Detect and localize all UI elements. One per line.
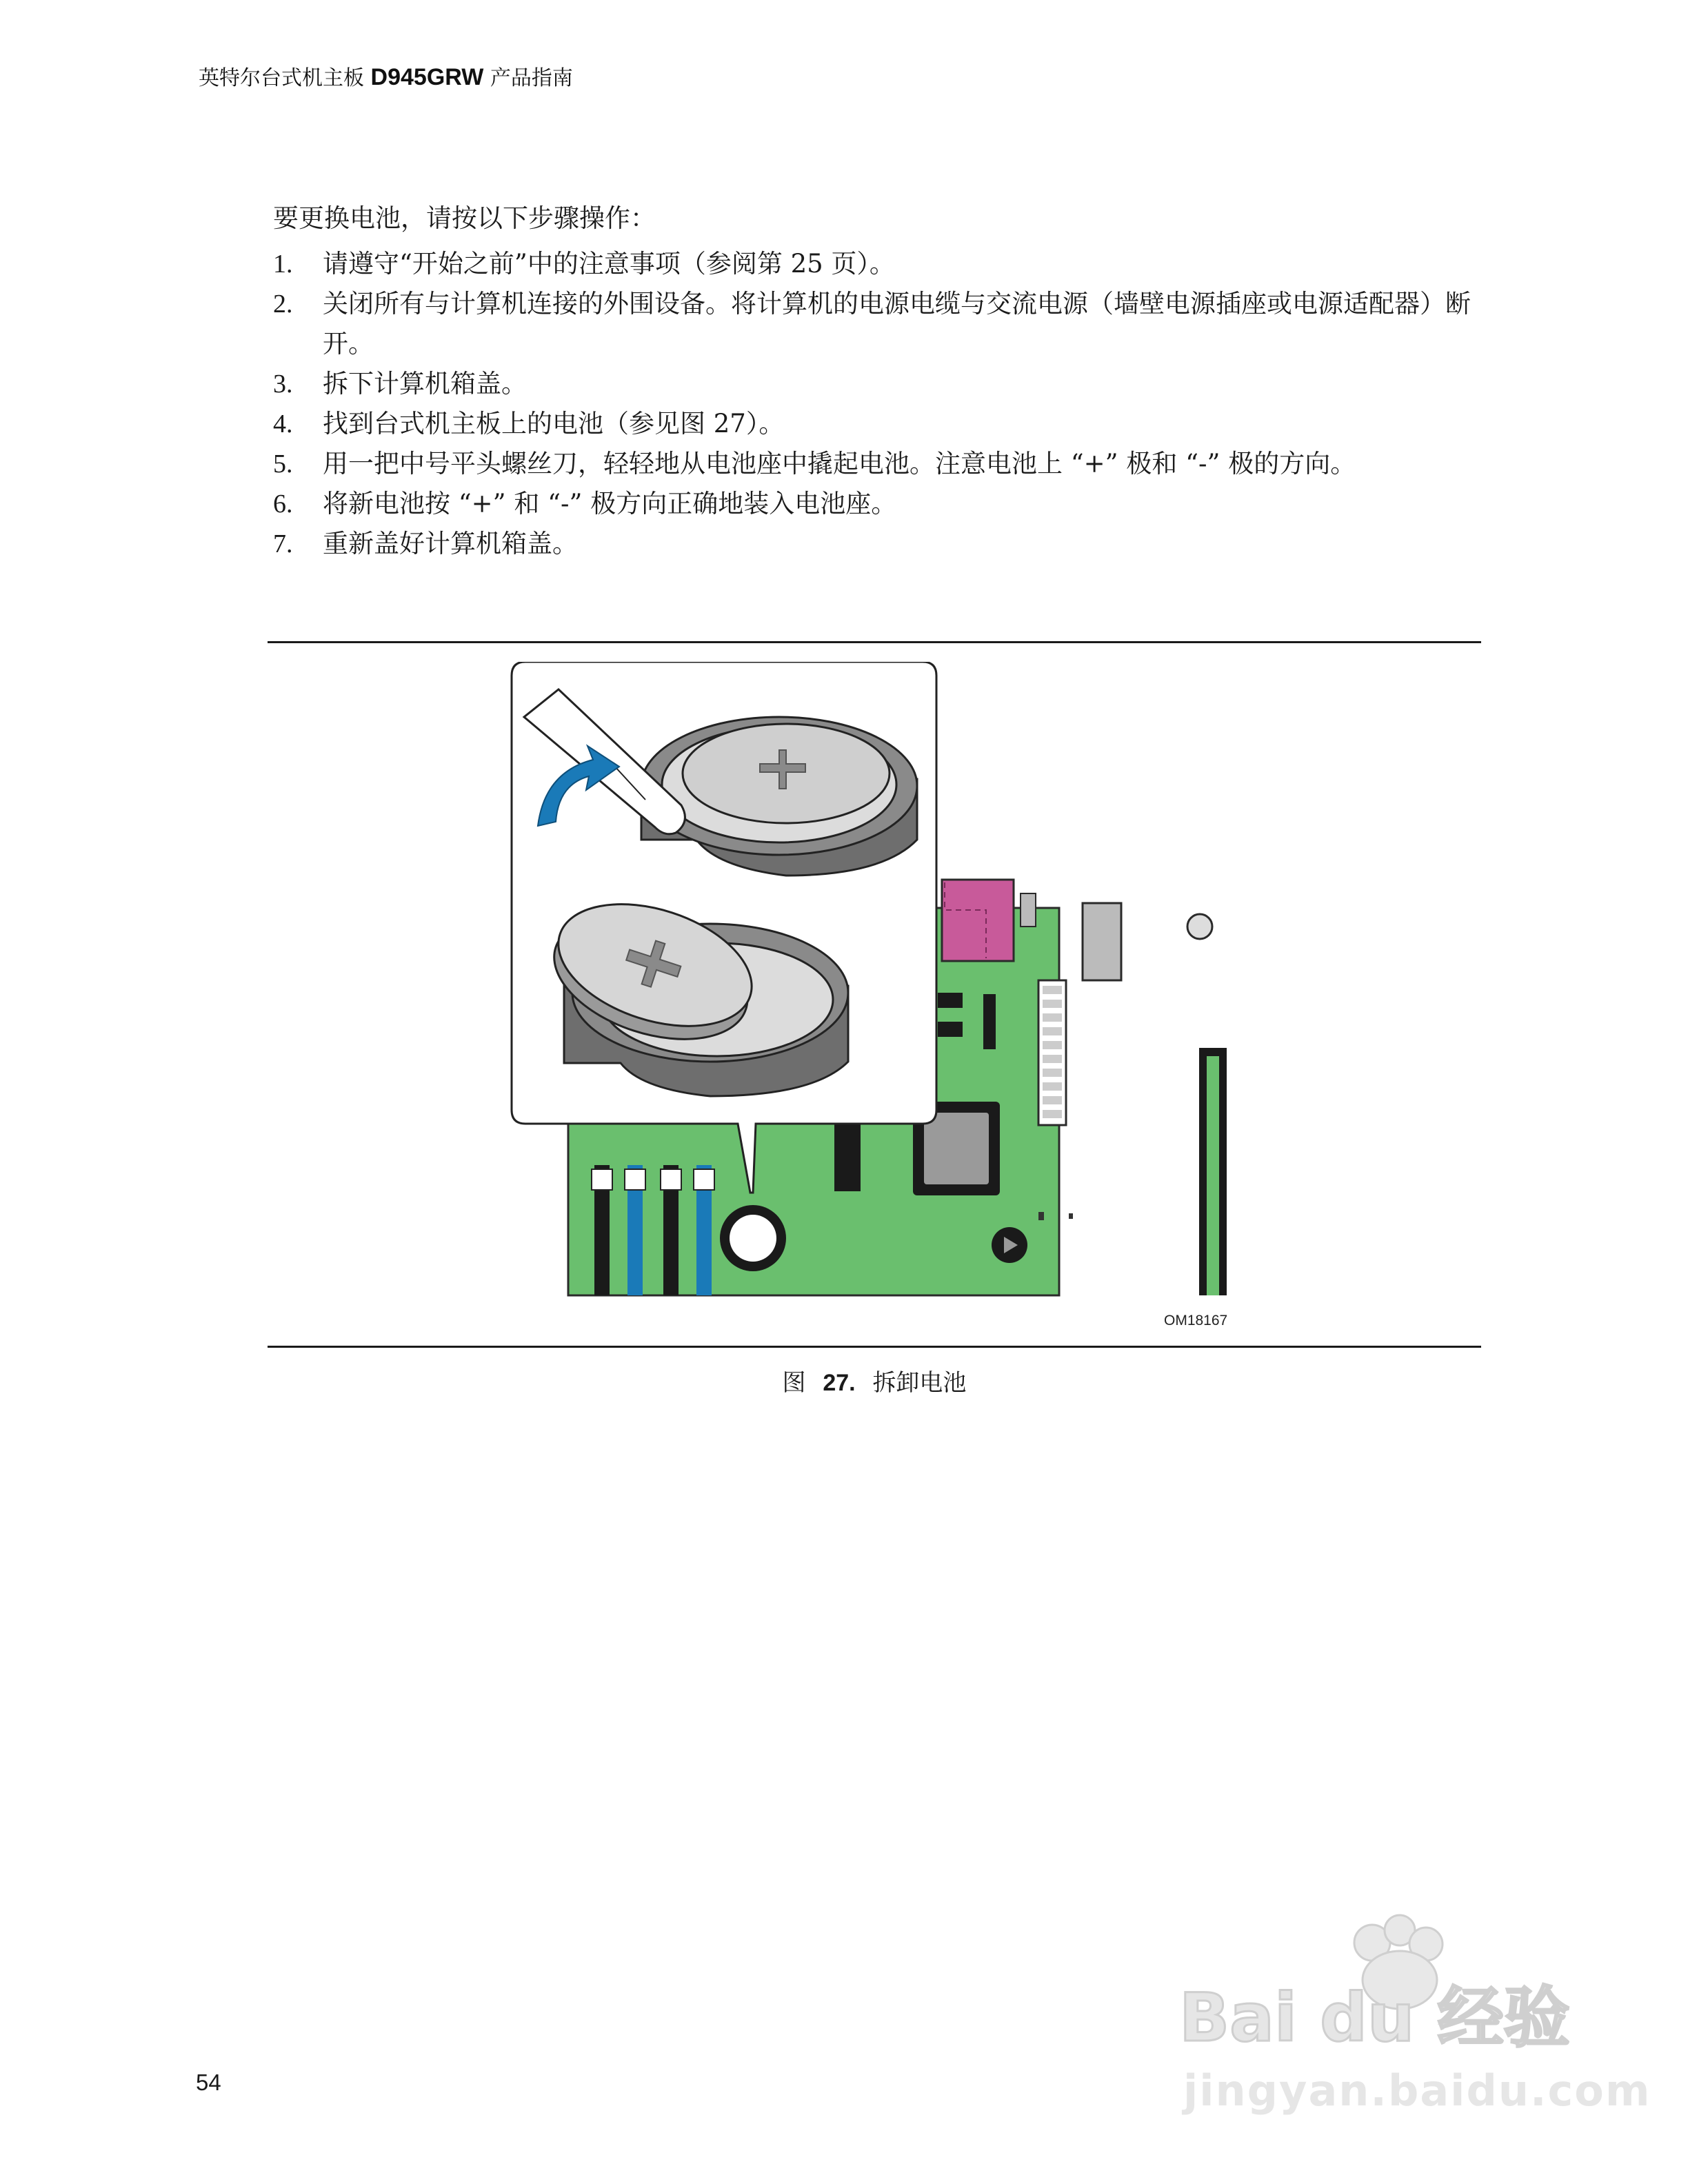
step-text: 将新电池按 “+” 和 “-” 极方向正确地装入电池座。 xyxy=(323,489,897,518)
step-text: 关闭所有与计算机连接的外围设备。将计算机的电源电缆与交流电源（墙壁电源插座或电源适配器）断开。 xyxy=(323,289,1471,358)
step-item xyxy=(273,284,1487,364)
figure-caption xyxy=(0,1364,1688,1397)
step-item xyxy=(273,524,1487,564)
step-number: 2. xyxy=(273,290,293,318)
step-text: 请遵守“开始之前”中的注意事项（参阅第 25 页）。 xyxy=(323,249,895,279)
step-item xyxy=(273,364,1487,404)
step-text: 拆下计算机箱盖。 xyxy=(323,369,527,398)
figure-code: OM18167 xyxy=(1164,1313,1228,1328)
steps-list xyxy=(273,244,1487,564)
page-number: 54 xyxy=(196,2070,221,2095)
header-model: D945GRW xyxy=(370,64,484,90)
header-pins xyxy=(983,994,996,1049)
watermark-url: jingyan.baidu.com xyxy=(1183,2065,1651,2116)
step-number: 6. xyxy=(273,489,293,518)
step-number: 4. xyxy=(273,410,293,438)
figure-top-rule xyxy=(268,641,1481,643)
watermark-logo-text: Bai du 经验 xyxy=(1179,1979,1570,2056)
battery-removal-illustration xyxy=(510,662,1241,1324)
header-suffix: 产品指南 xyxy=(490,66,573,90)
intro-paragraph: 要更换电池，请按以下步骤操作： xyxy=(273,203,656,233)
running-header xyxy=(199,61,573,91)
mounting-hole xyxy=(1187,914,1212,939)
step-number: 7. xyxy=(273,529,293,558)
step-item xyxy=(273,404,1487,444)
caption-title: 拆卸电池 xyxy=(872,1369,967,1397)
step-item xyxy=(273,444,1487,484)
io-port xyxy=(1083,903,1121,980)
step-item xyxy=(273,484,1487,524)
step-text: 用一把中号平头螺丝刀，轻轻地从电池座中撬起电池。注意电池上 “+” 极和 “-” 极的方向。 xyxy=(323,449,1356,478)
step-item xyxy=(273,244,1487,284)
header-prefix: 英特尔台式机主板 xyxy=(199,66,364,90)
step-text: 重新盖好计算机箱盖。 xyxy=(323,529,578,558)
io-connector-pink xyxy=(942,880,1014,961)
step-number: 5. xyxy=(273,449,293,478)
figure-bottom-rule xyxy=(268,1346,1481,1348)
atx-power-connector xyxy=(1038,980,1066,1125)
step-number: 3. xyxy=(273,370,293,398)
caption-label: 图 xyxy=(782,1369,806,1397)
step-number: 1. xyxy=(273,250,293,279)
step-text: 找到台式机主板上的电池（参见图 27）。 xyxy=(323,409,785,438)
caption-number: 27. xyxy=(823,1370,856,1396)
